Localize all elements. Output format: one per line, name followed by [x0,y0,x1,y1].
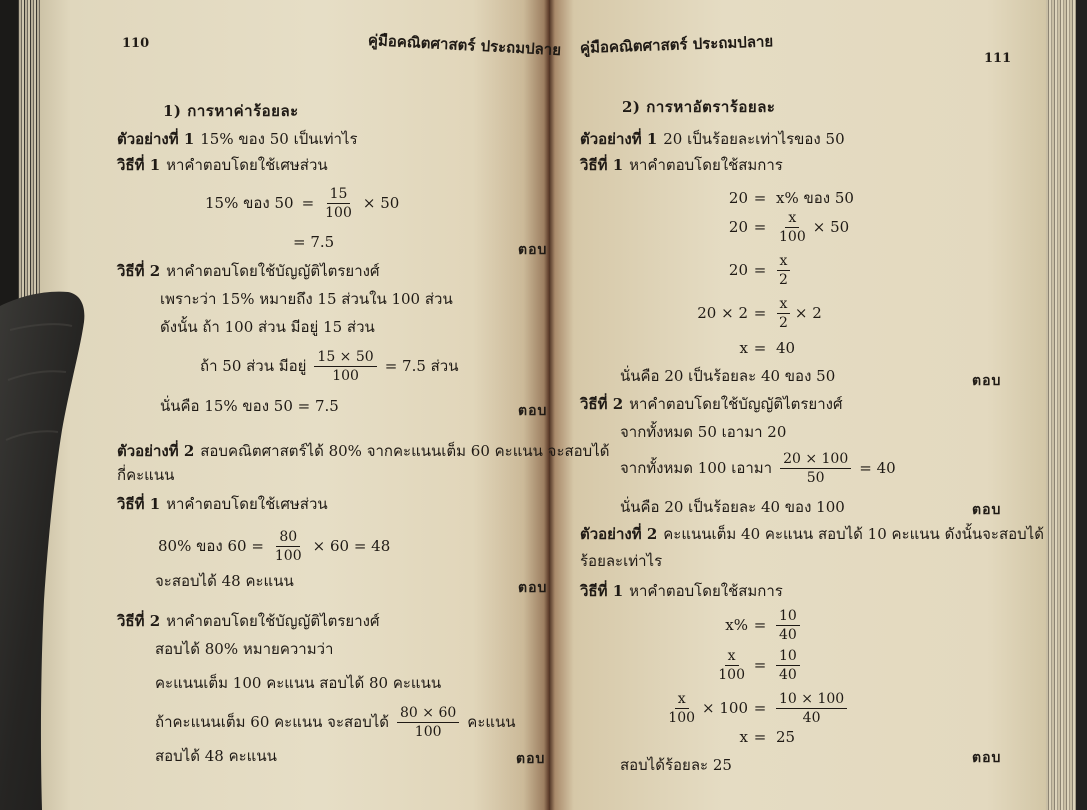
equation-rest: × 2 [794,304,822,322]
numerator: 10 × 100 [776,690,847,709]
denominator: 100 [718,666,745,683]
page-number: 111 [984,51,1012,66]
denominator: 100 [668,709,696,726]
equation-rhs: x% ของ 50 [776,189,854,207]
section-heading: 1) การหาค่าร้อยละ [163,102,299,120]
denominator: 50 [806,469,825,486]
answer-mark: ตอบ [518,242,548,258]
numerator: 80 [276,528,300,547]
equals-sign: = [753,304,767,322]
numerator: x [725,647,739,666]
numerator: 15 [327,185,351,204]
example-question: 15% ของ 50 เป็นเท่าไร [200,130,358,148]
example-question: คะแนนเต็ม 40 คะแนน สอบได้ 10 คะแนน ดังนั้นจะสอบได้ [663,525,1044,543]
conclusion: นั่นคือ 20 เป็นร้อยละ 40 ของ 100 [620,498,845,516]
equation-lhs: 20 [728,218,748,236]
denominator: 40 [779,626,797,643]
explanation-line: เพราะว่า 15% หมายถึง 15 ส่วนใน 100 ส่วน [160,290,453,308]
conclusion: สอบได้ร้อยละ 25 [620,756,732,774]
denominator: 40 [779,666,797,683]
equation-lhs: 15% ของ 50 [205,194,294,212]
denominator: 100 [274,547,302,564]
equation-rest: × 50 [362,194,400,212]
equation-lhs: 20 [728,189,748,207]
equation-lhs: 80% ของ 60 = [158,537,264,555]
equation-rest: คะแนน [467,713,516,731]
example-label: ตัวอย่างที่ 1 [580,130,658,148]
equals-sign: = [753,261,767,279]
example-question: สอบคณิตศาสตร์ได้ 80% จากคะแนนเต็ม 60 คะแนน จะสอบได้ [200,442,610,460]
answer-mark: ตอบ [516,751,546,767]
method-label: วิธีที่ 2 [117,612,161,630]
answer-mark: ตอบ [972,750,1002,766]
running-header: คู่มือคณิตศาสตร์ ประถมปลาย [579,32,774,57]
equation-rest: × 100 [702,699,748,717]
equation-rhs: 25 [776,728,796,746]
section-heading: 2) การหาอัตราร้อยละ [622,98,776,116]
example-question-continued: ร้อยละเท่าไร [580,552,663,570]
equals-sign: = [753,339,767,357]
method-title: หาคำตอบโดยใช้สมการ [629,156,783,174]
conclusion: นั่นคือ 15% ของ 50 = 7.5 [160,397,339,415]
numerator: 15 × 50 [314,348,376,367]
denominator: 100 [325,204,352,221]
method-title: หาคำตอบโดยใช้เศษส่วน [166,495,328,513]
denominator: 100 [414,723,442,740]
equals-sign: = [753,728,767,746]
answer-mark: ตอบ [518,403,548,419]
equation-rest: = 7.5 ส่วน [384,357,459,375]
equals-sign: = [753,699,767,717]
example-question-continued: กี่คะแนน [117,466,175,484]
equation-result: = 7.5 [293,233,335,251]
example-question: 20 เป็นร้อยละเท่าไรของ 50 [663,130,845,148]
denominator: 2 [779,271,788,288]
denominator: 2 [779,314,788,331]
method-title: หาคำตอบโดยใช้สมการ [629,582,783,600]
answer-mark: ตอบ [972,502,1002,518]
method-label: วิธีที่ 1 [117,156,161,174]
numerator: 20 × 100 [780,450,851,469]
answer-mark: ตอบ [972,373,1002,389]
numerator: x [675,690,689,709]
equation-lhs: 20 [728,261,748,279]
denominator: 40 [802,709,821,726]
method-title: หาคำตอบโดยใช้บัญญัติไตรยางศ์ [166,262,380,280]
conclusion: สอบได้ 48 คะแนน [155,747,277,765]
page-number: 110 [122,36,150,51]
numerator: 10 [776,647,800,666]
example-label: ตัวอย่างที่ 2 [117,442,195,460]
equals-sign: = [753,616,767,634]
equation-lhs: ถ้า 50 ส่วน มีอยู่ [200,357,307,375]
equation-lhs: 20 × 2 [697,304,748,322]
example-label: ตัวอย่างที่ 2 [580,525,658,543]
denominator: 100 [779,228,806,245]
equation-lhs: x [739,728,748,746]
numerator: x [777,252,791,271]
method-title: หาคำตอบโดยใช้บัญญัติไตรยางศ์ [629,395,843,413]
numerator: 80 × 60 [397,704,459,723]
example-label: ตัวอย่างที่ 1 [117,130,195,148]
method-label: วิธีที่ 1 [580,156,624,174]
equation-lhs: ถ้าคะแนนเต็ม 60 คะแนน จะสอบได้ [155,713,390,731]
explanation-line: สอบได้ 80% หมายความว่า [155,640,334,658]
method-title: หาคำตอบโดยใช้เศษส่วน [166,156,328,174]
numerator: 10 [776,607,800,626]
conclusion: นั่นคือ 20 เป็นร้อยละ 40 ของ 50 [620,367,836,385]
running-header: คู่มือคณิตศาสตร์ ประถมปลาย [367,31,562,60]
answer-mark: ตอบ [518,580,548,596]
method-title: หาคำตอบโดยใช้บัญญัติไตรยางศ์ [166,612,380,630]
equals-sign: = [753,656,767,674]
method-label: วิธีที่ 1 [580,582,624,600]
equation-rest: × 50 [812,218,850,236]
equals-sign: = [301,194,315,212]
explanation-line: จากทั้งหมด 50 เอามา 20 [620,423,787,441]
equals-sign: = [753,218,767,236]
numerator: x [785,209,799,228]
conclusion: จะสอบได้ 48 คะแนน [155,572,294,590]
explanation-line: ดังนั้น ถ้า 100 ส่วน มีอยู่ 15 ส่วน [160,318,375,336]
equation-rest: = 40 [859,459,896,477]
explanation-line: คะแนนเต็ม 100 คะแนน สอบได้ 80 คะแนน [155,674,442,692]
method-label: วิธีที่ 2 [117,262,161,280]
method-label: วิธีที่ 1 [117,495,161,513]
numerator: x [777,295,791,314]
method-label: วิธีที่ 2 [580,395,624,413]
equation-lhs: จากทั้งหมด 100 เอามา [620,459,773,477]
equals-sign: = [753,189,767,207]
equation-lhs: x% [725,616,748,634]
equation-rhs: 40 [776,339,796,357]
denominator: 100 [332,367,359,384]
equation-lhs: x [739,339,748,357]
equation-rest: × 60 = 48 [312,537,391,555]
